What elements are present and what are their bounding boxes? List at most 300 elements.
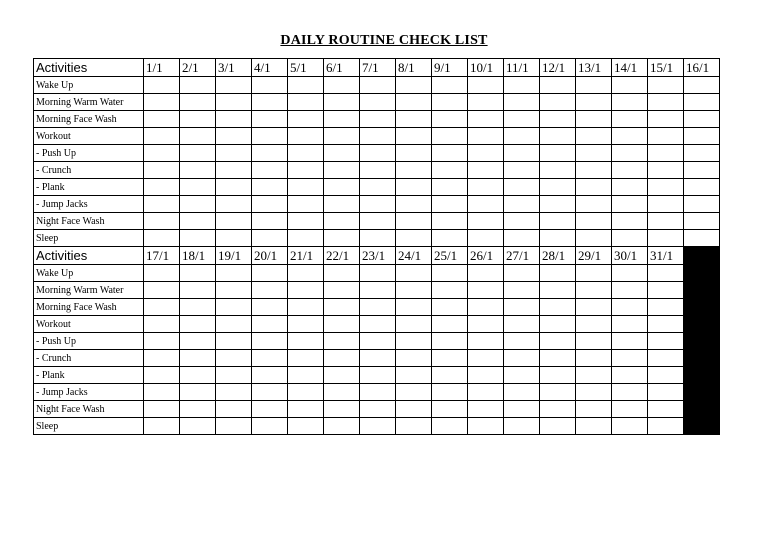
check-cell[interactable] xyxy=(432,94,468,111)
check-cell[interactable] xyxy=(180,265,216,282)
check-cell[interactable] xyxy=(396,299,432,316)
check-cell[interactable] xyxy=(324,418,360,435)
check-cell[interactable] xyxy=(252,333,288,350)
check-cell[interactable] xyxy=(288,418,324,435)
check-cell[interactable] xyxy=(180,401,216,418)
check-cell[interactable] xyxy=(324,162,360,179)
check-cell[interactable] xyxy=(432,265,468,282)
check-cell[interactable] xyxy=(288,350,324,367)
check-cell[interactable] xyxy=(396,316,432,333)
check-cell[interactable] xyxy=(288,196,324,213)
check-cell[interactable] xyxy=(144,367,180,384)
check-cell[interactable] xyxy=(540,196,576,213)
check-cell[interactable] xyxy=(648,77,684,94)
check-cell[interactable] xyxy=(576,111,612,128)
check-cell[interactable] xyxy=(252,350,288,367)
check-cell[interactable] xyxy=(432,401,468,418)
check-cell[interactable] xyxy=(324,94,360,111)
check-cell[interactable] xyxy=(612,418,648,435)
check-cell[interactable] xyxy=(540,162,576,179)
check-cell[interactable] xyxy=(504,316,540,333)
check-cell[interactable] xyxy=(432,316,468,333)
check-cell[interactable] xyxy=(360,196,396,213)
check-cell[interactable] xyxy=(612,350,648,367)
check-cell[interactable] xyxy=(216,384,252,401)
check-cell[interactable] xyxy=(288,77,324,94)
check-cell[interactable] xyxy=(216,128,252,145)
check-cell[interactable] xyxy=(288,299,324,316)
check-cell[interactable] xyxy=(612,77,648,94)
check-cell[interactable] xyxy=(468,401,504,418)
check-cell[interactable] xyxy=(432,282,468,299)
check-cell[interactable] xyxy=(396,77,432,94)
check-cell[interactable] xyxy=(144,77,180,94)
check-cell[interactable] xyxy=(648,230,684,247)
check-cell[interactable] xyxy=(576,384,612,401)
check-cell[interactable] xyxy=(360,367,396,384)
check-cell[interactable] xyxy=(360,299,396,316)
check-cell[interactable] xyxy=(576,350,612,367)
check-cell[interactable] xyxy=(432,77,468,94)
check-cell[interactable] xyxy=(432,179,468,196)
check-cell[interactable] xyxy=(324,111,360,128)
check-cell[interactable] xyxy=(180,94,216,111)
check-cell[interactable] xyxy=(504,333,540,350)
check-cell[interactable] xyxy=(360,282,396,299)
check-cell[interactable] xyxy=(468,367,504,384)
check-cell[interactable] xyxy=(216,299,252,316)
check-cell[interactable] xyxy=(576,196,612,213)
check-cell[interactable] xyxy=(252,128,288,145)
check-cell[interactable] xyxy=(540,94,576,111)
check-cell[interactable] xyxy=(468,333,504,350)
check-cell[interactable] xyxy=(468,196,504,213)
check-cell[interactable] xyxy=(576,145,612,162)
check-cell[interactable] xyxy=(144,316,180,333)
check-cell[interactable] xyxy=(468,179,504,196)
check-cell[interactable] xyxy=(648,196,684,213)
check-cell[interactable] xyxy=(684,213,720,230)
check-cell[interactable] xyxy=(252,179,288,196)
check-cell[interactable] xyxy=(504,179,540,196)
check-cell[interactable] xyxy=(612,282,648,299)
check-cell[interactable] xyxy=(396,350,432,367)
check-cell[interactable] xyxy=(216,94,252,111)
check-cell[interactable] xyxy=(648,94,684,111)
check-cell[interactable] xyxy=(432,384,468,401)
check-cell[interactable] xyxy=(144,384,180,401)
check-cell[interactable] xyxy=(180,299,216,316)
check-cell[interactable] xyxy=(288,333,324,350)
check-cell[interactable] xyxy=(648,316,684,333)
check-cell[interactable] xyxy=(252,213,288,230)
check-cell[interactable] xyxy=(612,316,648,333)
check-cell[interactable] xyxy=(288,94,324,111)
check-cell[interactable] xyxy=(504,367,540,384)
check-cell[interactable] xyxy=(612,111,648,128)
check-cell[interactable] xyxy=(396,145,432,162)
check-cell[interactable] xyxy=(432,111,468,128)
check-cell[interactable] xyxy=(504,282,540,299)
check-cell[interactable] xyxy=(396,111,432,128)
check-cell[interactable] xyxy=(360,213,396,230)
check-cell[interactable] xyxy=(540,418,576,435)
check-cell[interactable] xyxy=(468,384,504,401)
check-cell[interactable] xyxy=(648,418,684,435)
check-cell[interactable] xyxy=(252,145,288,162)
check-cell[interactable] xyxy=(324,333,360,350)
check-cell[interactable] xyxy=(216,350,252,367)
check-cell[interactable] xyxy=(504,265,540,282)
check-cell[interactable] xyxy=(432,299,468,316)
check-cell[interactable] xyxy=(684,145,720,162)
check-cell[interactable] xyxy=(540,350,576,367)
check-cell[interactable] xyxy=(252,282,288,299)
check-cell[interactable] xyxy=(612,384,648,401)
check-cell[interactable] xyxy=(360,350,396,367)
check-cell[interactable] xyxy=(396,333,432,350)
check-cell[interactable] xyxy=(288,213,324,230)
check-cell[interactable] xyxy=(648,350,684,367)
check-cell[interactable] xyxy=(216,162,252,179)
check-cell[interactable] xyxy=(540,213,576,230)
check-cell[interactable] xyxy=(540,282,576,299)
check-cell[interactable] xyxy=(144,145,180,162)
check-cell[interactable] xyxy=(144,94,180,111)
check-cell[interactable] xyxy=(324,128,360,145)
check-cell[interactable] xyxy=(360,77,396,94)
check-cell[interactable] xyxy=(288,230,324,247)
check-cell[interactable] xyxy=(432,333,468,350)
check-cell[interactable] xyxy=(504,128,540,145)
check-cell[interactable] xyxy=(540,230,576,247)
check-cell[interactable] xyxy=(612,128,648,145)
check-cell[interactable] xyxy=(504,145,540,162)
check-cell[interactable] xyxy=(648,401,684,418)
check-cell[interactable] xyxy=(180,77,216,94)
check-cell[interactable] xyxy=(612,367,648,384)
check-cell[interactable] xyxy=(540,77,576,94)
check-cell[interactable] xyxy=(324,282,360,299)
check-cell[interactable] xyxy=(576,179,612,196)
check-cell[interactable] xyxy=(468,230,504,247)
check-cell[interactable] xyxy=(648,299,684,316)
check-cell[interactable] xyxy=(648,384,684,401)
check-cell[interactable] xyxy=(648,333,684,350)
check-cell[interactable] xyxy=(468,145,504,162)
check-cell[interactable] xyxy=(324,316,360,333)
check-cell[interactable] xyxy=(180,179,216,196)
check-cell[interactable] xyxy=(540,111,576,128)
check-cell[interactable] xyxy=(468,162,504,179)
check-cell[interactable] xyxy=(540,401,576,418)
check-cell[interactable] xyxy=(612,179,648,196)
check-cell[interactable] xyxy=(252,299,288,316)
check-cell[interactable] xyxy=(216,401,252,418)
check-cell[interactable] xyxy=(288,111,324,128)
check-cell[interactable] xyxy=(468,282,504,299)
check-cell[interactable] xyxy=(324,230,360,247)
check-cell[interactable] xyxy=(216,145,252,162)
check-cell[interactable] xyxy=(324,196,360,213)
check-cell[interactable] xyxy=(324,265,360,282)
check-cell[interactable] xyxy=(576,401,612,418)
check-cell[interactable] xyxy=(576,77,612,94)
check-cell[interactable] xyxy=(360,333,396,350)
check-cell[interactable] xyxy=(504,401,540,418)
check-cell[interactable] xyxy=(576,299,612,316)
check-cell[interactable] xyxy=(432,350,468,367)
check-cell[interactable] xyxy=(252,162,288,179)
check-cell[interactable] xyxy=(648,145,684,162)
check-cell[interactable] xyxy=(252,94,288,111)
check-cell[interactable] xyxy=(360,384,396,401)
check-cell[interactable] xyxy=(684,77,720,94)
check-cell[interactable] xyxy=(252,111,288,128)
check-cell[interactable] xyxy=(252,367,288,384)
check-cell[interactable] xyxy=(540,265,576,282)
check-cell[interactable] xyxy=(648,162,684,179)
check-cell[interactable] xyxy=(180,282,216,299)
check-cell[interactable] xyxy=(288,282,324,299)
check-cell[interactable] xyxy=(144,179,180,196)
check-cell[interactable] xyxy=(324,401,360,418)
check-cell[interactable] xyxy=(432,213,468,230)
check-cell[interactable] xyxy=(324,145,360,162)
check-cell[interactable] xyxy=(432,230,468,247)
check-cell[interactable] xyxy=(180,367,216,384)
check-cell[interactable] xyxy=(396,265,432,282)
check-cell[interactable] xyxy=(180,196,216,213)
check-cell[interactable] xyxy=(360,418,396,435)
check-cell[interactable] xyxy=(504,196,540,213)
check-cell[interactable] xyxy=(216,367,252,384)
check-cell[interactable] xyxy=(504,94,540,111)
check-cell[interactable] xyxy=(648,128,684,145)
check-cell[interactable] xyxy=(540,299,576,316)
check-cell[interactable] xyxy=(324,350,360,367)
check-cell[interactable] xyxy=(576,316,612,333)
check-cell[interactable] xyxy=(432,162,468,179)
check-cell[interactable] xyxy=(540,145,576,162)
check-cell[interactable] xyxy=(684,230,720,247)
check-cell[interactable] xyxy=(576,282,612,299)
check-cell[interactable] xyxy=(360,94,396,111)
check-cell[interactable] xyxy=(504,162,540,179)
check-cell[interactable] xyxy=(216,213,252,230)
check-cell[interactable] xyxy=(396,418,432,435)
check-cell[interactable] xyxy=(288,145,324,162)
check-cell[interactable] xyxy=(288,162,324,179)
check-cell[interactable] xyxy=(396,367,432,384)
check-cell[interactable] xyxy=(504,350,540,367)
check-cell[interactable] xyxy=(396,384,432,401)
check-cell[interactable] xyxy=(144,196,180,213)
check-cell[interactable] xyxy=(432,367,468,384)
check-cell[interactable] xyxy=(612,265,648,282)
check-cell[interactable] xyxy=(468,128,504,145)
check-cell[interactable] xyxy=(288,384,324,401)
check-cell[interactable] xyxy=(216,196,252,213)
check-cell[interactable] xyxy=(180,230,216,247)
check-cell[interactable] xyxy=(360,401,396,418)
check-cell[interactable] xyxy=(216,418,252,435)
check-cell[interactable] xyxy=(360,111,396,128)
check-cell[interactable] xyxy=(576,213,612,230)
check-cell[interactable] xyxy=(576,333,612,350)
check-cell[interactable] xyxy=(252,196,288,213)
check-cell[interactable] xyxy=(144,111,180,128)
check-cell[interactable] xyxy=(144,350,180,367)
check-cell[interactable] xyxy=(396,282,432,299)
check-cell[interactable] xyxy=(180,111,216,128)
check-cell[interactable] xyxy=(468,265,504,282)
check-cell[interactable] xyxy=(468,350,504,367)
check-cell[interactable] xyxy=(576,418,612,435)
check-cell[interactable] xyxy=(144,418,180,435)
check-cell[interactable] xyxy=(576,94,612,111)
check-cell[interactable] xyxy=(504,230,540,247)
check-cell[interactable] xyxy=(648,367,684,384)
check-cell[interactable] xyxy=(468,316,504,333)
check-cell[interactable] xyxy=(540,316,576,333)
check-cell[interactable] xyxy=(360,316,396,333)
check-cell[interactable] xyxy=(504,111,540,128)
check-cell[interactable] xyxy=(180,128,216,145)
check-cell[interactable] xyxy=(360,265,396,282)
check-cell[interactable] xyxy=(576,265,612,282)
check-cell[interactable] xyxy=(144,265,180,282)
check-cell[interactable] xyxy=(612,213,648,230)
check-cell[interactable] xyxy=(144,333,180,350)
check-cell[interactable] xyxy=(216,230,252,247)
check-cell[interactable] xyxy=(612,162,648,179)
check-cell[interactable] xyxy=(324,77,360,94)
check-cell[interactable] xyxy=(216,111,252,128)
check-cell[interactable] xyxy=(396,162,432,179)
check-cell[interactable] xyxy=(396,230,432,247)
check-cell[interactable] xyxy=(252,401,288,418)
check-cell[interactable] xyxy=(216,333,252,350)
check-cell[interactable] xyxy=(648,213,684,230)
check-cell[interactable] xyxy=(324,384,360,401)
check-cell[interactable] xyxy=(540,128,576,145)
check-cell[interactable] xyxy=(396,196,432,213)
check-cell[interactable] xyxy=(576,162,612,179)
check-cell[interactable] xyxy=(504,213,540,230)
check-cell[interactable] xyxy=(180,213,216,230)
check-cell[interactable] xyxy=(576,230,612,247)
check-cell[interactable] xyxy=(396,128,432,145)
check-cell[interactable] xyxy=(540,384,576,401)
check-cell[interactable] xyxy=(288,128,324,145)
check-cell[interactable] xyxy=(144,299,180,316)
check-cell[interactable] xyxy=(360,145,396,162)
check-cell[interactable] xyxy=(684,94,720,111)
check-cell[interactable] xyxy=(324,179,360,196)
check-cell[interactable] xyxy=(180,418,216,435)
check-cell[interactable] xyxy=(180,384,216,401)
check-cell[interactable] xyxy=(396,94,432,111)
check-cell[interactable] xyxy=(396,401,432,418)
check-cell[interactable] xyxy=(288,265,324,282)
check-cell[interactable] xyxy=(216,282,252,299)
check-cell[interactable] xyxy=(612,333,648,350)
check-cell[interactable] xyxy=(648,282,684,299)
check-cell[interactable] xyxy=(468,77,504,94)
check-cell[interactable] xyxy=(252,265,288,282)
check-cell[interactable] xyxy=(216,77,252,94)
check-cell[interactable] xyxy=(684,196,720,213)
check-cell[interactable] xyxy=(360,230,396,247)
check-cell[interactable] xyxy=(468,213,504,230)
check-cell[interactable] xyxy=(216,265,252,282)
check-cell[interactable] xyxy=(288,367,324,384)
check-cell[interactable] xyxy=(612,196,648,213)
check-cell[interactable] xyxy=(540,367,576,384)
check-cell[interactable] xyxy=(288,316,324,333)
check-cell[interactable] xyxy=(612,145,648,162)
check-cell[interactable] xyxy=(504,299,540,316)
check-cell[interactable] xyxy=(144,213,180,230)
check-cell[interactable] xyxy=(612,299,648,316)
check-cell[interactable] xyxy=(144,162,180,179)
check-cell[interactable] xyxy=(180,350,216,367)
check-cell[interactable] xyxy=(360,128,396,145)
check-cell[interactable] xyxy=(612,401,648,418)
check-cell[interactable] xyxy=(504,418,540,435)
check-cell[interactable] xyxy=(468,418,504,435)
check-cell[interactable] xyxy=(288,401,324,418)
check-cell[interactable] xyxy=(324,299,360,316)
check-cell[interactable] xyxy=(396,213,432,230)
check-cell[interactable] xyxy=(576,128,612,145)
check-cell[interactable] xyxy=(180,316,216,333)
check-cell[interactable] xyxy=(432,418,468,435)
check-cell[interactable] xyxy=(252,384,288,401)
check-cell[interactable] xyxy=(648,111,684,128)
check-cell[interactable] xyxy=(684,162,720,179)
check-cell[interactable] xyxy=(216,179,252,196)
check-cell[interactable] xyxy=(144,401,180,418)
check-cell[interactable] xyxy=(396,179,432,196)
check-cell[interactable] xyxy=(504,77,540,94)
check-cell[interactable] xyxy=(144,230,180,247)
check-cell[interactable] xyxy=(684,128,720,145)
check-cell[interactable] xyxy=(180,145,216,162)
check-cell[interactable] xyxy=(468,299,504,316)
check-cell[interactable] xyxy=(648,179,684,196)
check-cell[interactable] xyxy=(432,145,468,162)
check-cell[interactable] xyxy=(252,230,288,247)
check-cell[interactable] xyxy=(540,333,576,350)
check-cell[interactable] xyxy=(180,333,216,350)
check-cell[interactable] xyxy=(612,94,648,111)
check-cell[interactable] xyxy=(432,196,468,213)
check-cell[interactable] xyxy=(576,367,612,384)
check-cell[interactable] xyxy=(684,179,720,196)
check-cell[interactable] xyxy=(468,111,504,128)
check-cell[interactable] xyxy=(216,316,252,333)
check-cell[interactable] xyxy=(144,282,180,299)
check-cell[interactable] xyxy=(648,265,684,282)
check-cell[interactable] xyxy=(252,316,288,333)
check-cell[interactable] xyxy=(612,230,648,247)
check-cell[interactable] xyxy=(468,94,504,111)
check-cell[interactable] xyxy=(180,162,216,179)
check-cell[interactable] xyxy=(504,384,540,401)
check-cell[interactable] xyxy=(324,213,360,230)
